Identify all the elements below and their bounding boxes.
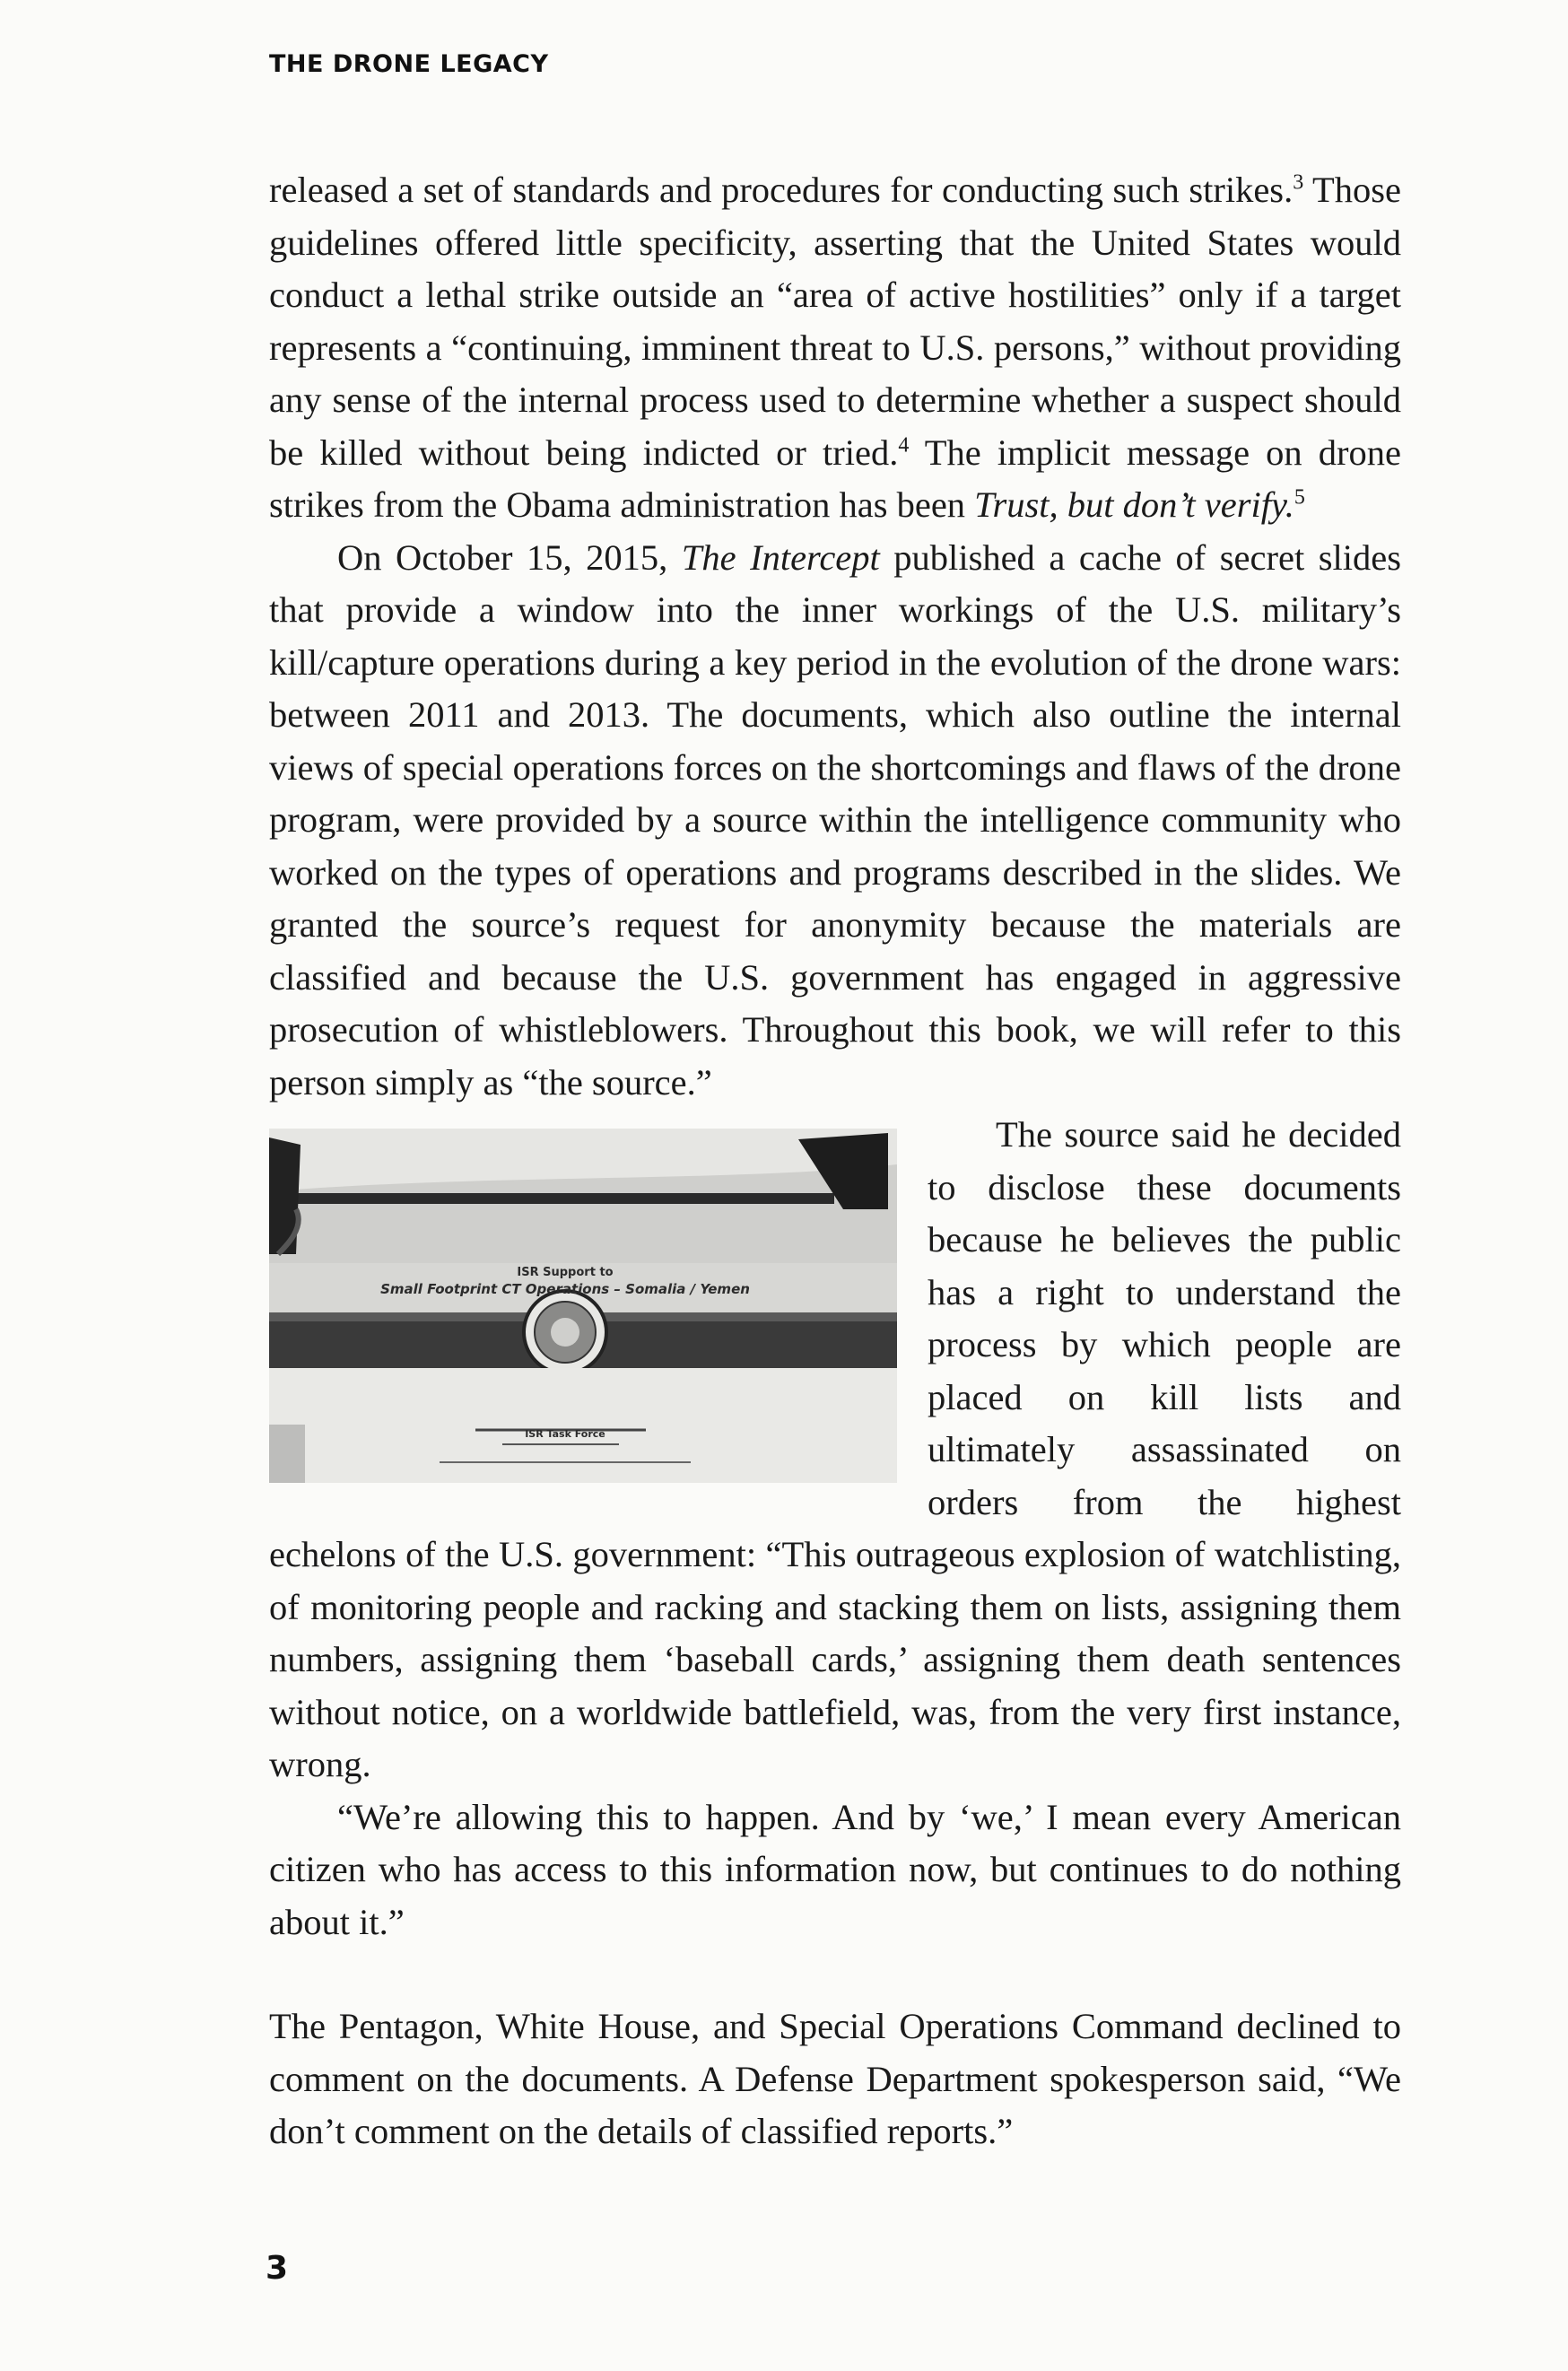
footnote-ref: 4 [898,433,910,457]
text-run: released a set of standards and procedures for conducting such strikes. [269,170,1294,210]
text-run: The implicit message on drone strikes from the Obama administration has been [269,431,1401,525]
paragraph: “We’re allowing this to happen. And by ‘we,’ I mean every American citizen who has access to this information now, but continues to do nothing about it.” [269,1796,1401,1942]
text-run: published a cache of secret slides that provide a window into the inner workings of the U.S. military’s kill/capture operations during a key period in the evolution of the drone wars: between 2011 and 2013. The documents, which also outline the internal views of special operations forces on the shortcomings and flaws of the drone program, were provided by a source within the intelligence community who worked on the types of operations and programs described in the slides. We granted the source’s request for anonymity because the materials are classified and because the U.S. government has engaged in aggressive prosecution of whistleblowers. Throughout this book, we will refer to this person simply as “the source.” [269,536,1401,1103]
body-text [269,164,1401,2158]
paragraph: The source said he decided to disclose these documents because he believes the public has a right to understand the process by which people are placed on kill lists and ultimately assassinated on orders from the highest echelons of the U.S. government: “This outrageous explosion of watchlisting, of monitoring people and racking and stacking them on lists, assigning them numbers, assigning them ‘baseball cards,’ assigning them death sentences without notice, on a worldwide battlefield, was, from the very first instance, wrong. [269,1114,1401,1784]
figure-caption-line2: Small Footprint CT Operations – Somalia / Yemen [380,1281,750,1297]
emphasis: Trust, but don’t verify. [974,484,1294,525]
paragraph [269,164,1401,532]
page-number: 3 [266,2250,289,2287]
text-run: On October 15, 2015, [337,536,682,578]
document-photo [269,1129,897,1483]
publication-title: The Intercept [681,536,880,578]
text-run: Those guidelines offered little specificity, asserting that the United States would conduct a lethal strike outside an “area of active hostilities” only if a target represents a “continuing, imminent threat to U.S. persons,” without providing any sense of the internal process used to determine whether a suspect should be killed without being indicted or tried. [269,170,1401,473]
figure-caption-line3: ISR Task Force [525,1428,605,1440]
running-header: THE DRONE LEGACY [269,50,549,78]
paragraph [269,532,1401,1110]
paragraph: The Pentagon, White House, and Special Operations Command declined to comment on the documents. A Defense Department spokesperson said, “We don’t comment on the details of classified reports.” [269,2006,1401,2151]
footnote-ref: 5 [1294,485,1305,510]
figure-caption-line1: ISR Support to [517,1266,614,1279]
footnote-ref: 3 [1293,170,1304,195]
